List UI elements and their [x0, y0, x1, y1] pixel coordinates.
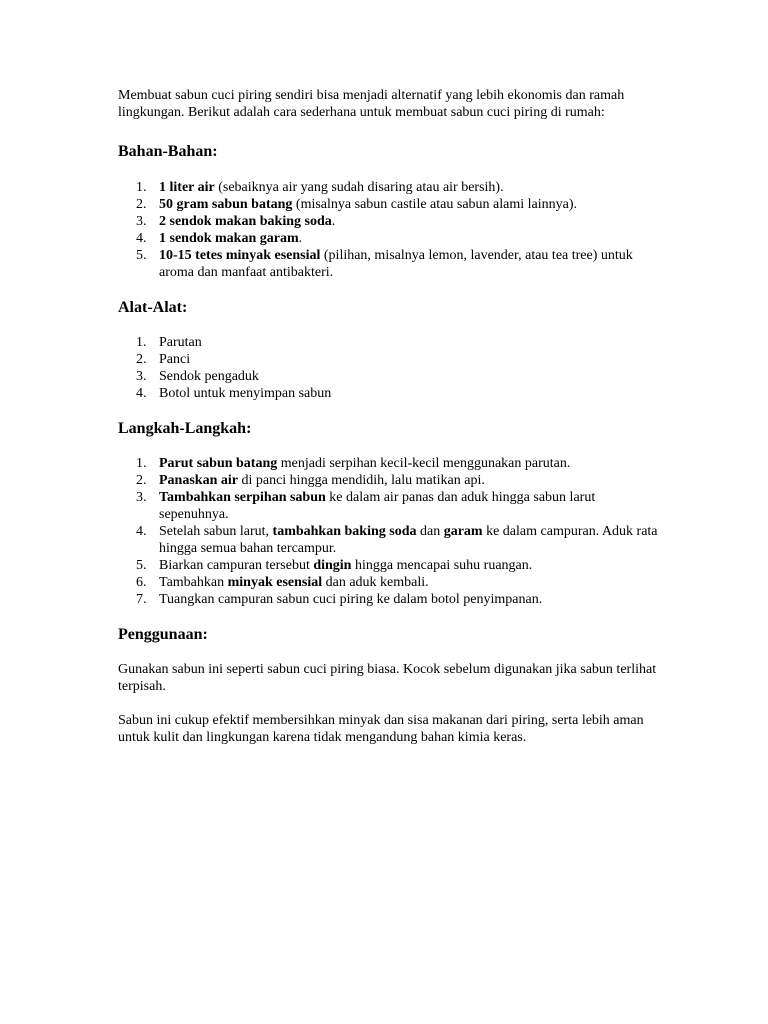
list-item: 3. 2 sendok makan baking soda.: [136, 214, 336, 229]
usage-paragraph-1: Gunakan sabun ini seperti sabun cuci piring biasa. Kocok sebelum digunakan jika sabun terlihat terpisah.: [118, 662, 657, 694]
list-item: 4. Botol untuk menyimpan sabun: [136, 386, 332, 401]
list-langkah: [118, 455, 768, 608]
heading-langkah: Langkah-Langkah:: [118, 420, 252, 437]
list-bahan: [118, 179, 768, 281]
usage-paragraph-2: Sabun ini cukup efektif membersihkan minyak dan sisa makanan dari piring, serta lebih aman untuk kulit dan lingkungan karena tidak mengandung bahan kimia keras.: [118, 713, 644, 745]
list-item: 3. Sendok pengaduk: [136, 369, 259, 384]
list-item: 1. 1 liter air (sebaiknya air yang sudah disaring atau air bersih).: [136, 180, 504, 195]
heading-penggunaan: Penggunaan:: [118, 626, 208, 643]
list-item: 2. 50 gram sabun batang (misalnya sabun castile atau sabun alami lainnya).: [136, 197, 577, 212]
list-item: 1. Parutan: [136, 335, 202, 350]
list-item: 6. Tambahkan minyak esensial dan aduk kembali.: [136, 575, 429, 590]
list-item: 5. Biarkan campuran tersebut dingin hingga mencapai suhu ruangan.: [136, 558, 533, 573]
list-item: 4. 1 sendok makan garam.: [136, 231, 303, 246]
list-item: 4. Setelah sabun larut, tambahkan baking soda dan garam ke dalam campuran. Aduk rata hingga semua bahan tercampur.: [136, 524, 658, 556]
list-item: 2. Panaskan air di panci hingga mendidih, lalu matikan api.: [136, 473, 485, 488]
heading-bahan: Bahan-Bahan:: [118, 143, 218, 160]
list-item: 3. Tambahkan serpihan sabun ke dalam air panas dan aduk hingga sabun larut sepenuhnya.: [136, 490, 596, 522]
list-alat: [118, 334, 768, 402]
heading-alat: Alat-Alat:: [118, 299, 188, 316]
list-item: 2. Panci: [136, 352, 191, 367]
list-item: 5. 10-15 tetes minyak esensial (pilihan, misalnya lemon, lavender, atau tea tree) untuk aroma dan manfaat antibakteri.: [136, 248, 633, 280]
list-item: 7. Tuangkan campuran sabun cuci piring ke dalam botol penyimpanan.: [136, 592, 543, 607]
list-item: 1. Parut sabun batang menjadi serpihan kecil-kecil menggunakan parutan.: [136, 456, 571, 471]
intro-paragraph: Membuat sabun cuci piring sendiri bisa menjadi alternatif yang lebih ekonomis dan ramah lingkungan. Berikut adalah cara sederhana untuk membuat sabun cuci piring di rumah:: [118, 88, 625, 120]
